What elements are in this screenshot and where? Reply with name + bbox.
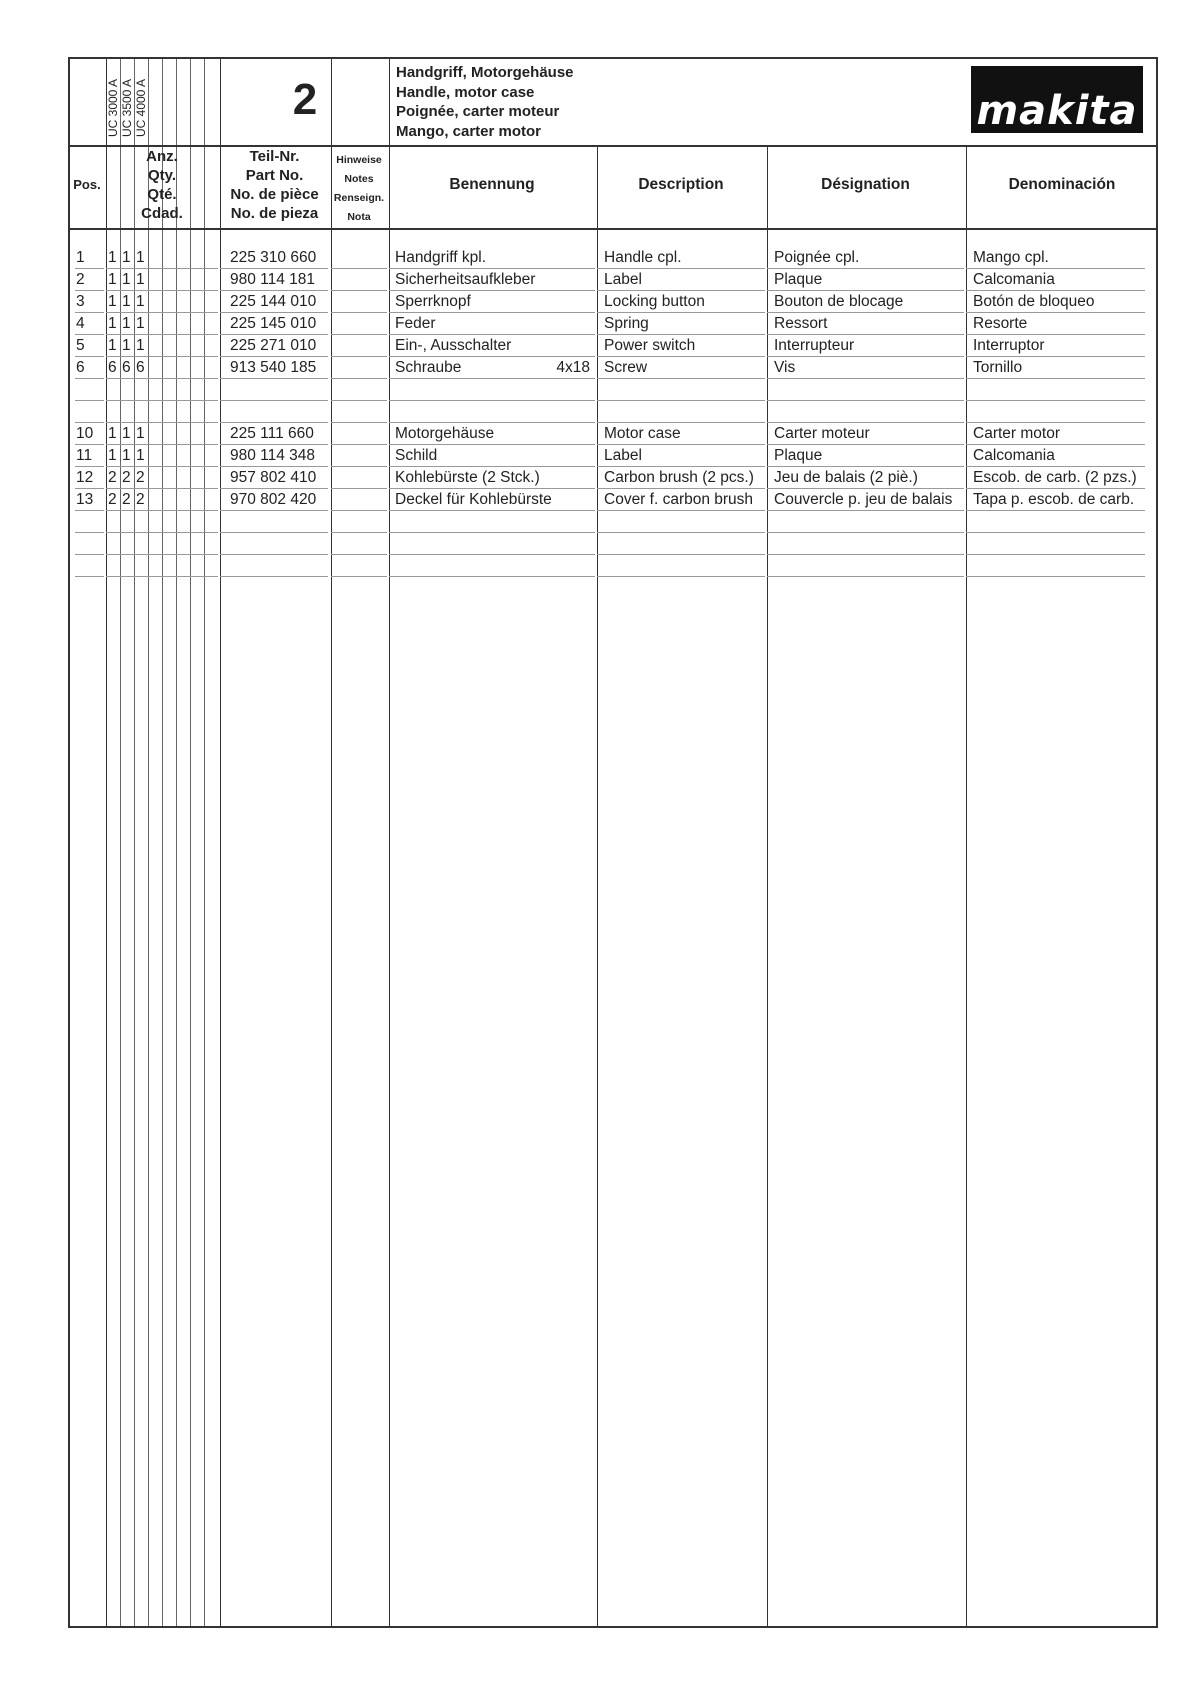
- header-description: Description: [638, 176, 724, 193]
- row-separator: [106, 356, 218, 357]
- row-separator: [966, 510, 1145, 511]
- row-separator: [220, 268, 328, 269]
- cell-qty-1: 1: [108, 249, 117, 266]
- row-separator: [106, 290, 218, 291]
- row-separator: [106, 532, 218, 533]
- cell-qty-1: 1: [108, 271, 117, 288]
- row-separator: [75, 290, 104, 291]
- row-separator: [966, 576, 1145, 577]
- row-separator: [767, 532, 964, 533]
- row-separator: [75, 422, 104, 423]
- cell-description: Screw: [604, 359, 648, 376]
- row-separator: [331, 466, 387, 467]
- row-separator: [389, 510, 595, 511]
- divider-en: [767, 145, 768, 1626]
- row-separator: [75, 334, 104, 335]
- cell-qty-3: 1: [136, 447, 145, 464]
- cell-qty-2: 1: [122, 337, 131, 354]
- cell-benennung: Deckel für Kohlebürste: [395, 491, 552, 508]
- cell-benennung: Motorgehäuse: [395, 425, 495, 442]
- cell-part-no: 980 114 348: [230, 447, 316, 464]
- row-separator: [331, 488, 387, 489]
- cell-qty-2: 6: [122, 359, 131, 376]
- row-separator: [220, 554, 328, 555]
- row-separator: [767, 444, 964, 445]
- row-separator: [597, 444, 765, 445]
- row-separator: [220, 378, 328, 379]
- row-separator: [220, 576, 328, 577]
- row-separator: [597, 510, 765, 511]
- header-part-es: No. de pieza: [230, 205, 319, 222]
- row-separator: [106, 576, 218, 577]
- row-separator: [106, 510, 218, 511]
- cell-qty-3: 1: [136, 425, 145, 442]
- cell-denominacion: Mango cpl.: [973, 249, 1049, 266]
- cell-part-no: 225 144 010: [230, 293, 317, 310]
- row-separator: [966, 444, 1145, 445]
- header-notes: [331, 151, 387, 227]
- row-separator: [767, 510, 964, 511]
- cell-qty-1: 1: [108, 293, 117, 310]
- divider-qty: [220, 59, 221, 1626]
- divider-part: [331, 59, 332, 1626]
- row-separator: [75, 510, 104, 511]
- row-separator: [220, 532, 328, 533]
- cell-description: Motor case: [604, 425, 681, 442]
- row-separator: [597, 576, 765, 577]
- cell-benennung: Schraube: [395, 359, 462, 376]
- row-separator: [220, 488, 328, 489]
- qty-subcol: [148, 59, 149, 1626]
- cell-description: Spring: [604, 315, 649, 332]
- title-fr: Poignée, carter moteur: [396, 103, 560, 120]
- row-separator: [331, 444, 387, 445]
- qty-subcol: [120, 59, 121, 1626]
- row-separator: [331, 422, 387, 423]
- row-separator: [597, 356, 765, 357]
- row-separator: [220, 510, 328, 511]
- row-separator: [220, 400, 328, 401]
- row-separator: [966, 268, 1145, 269]
- row-separator: [75, 532, 104, 533]
- cell-designation: Poignée cpl.: [774, 249, 860, 266]
- qty-subcol: [176, 59, 177, 1626]
- cell-part-no: 957 802 410: [230, 469, 317, 486]
- row-separator: [966, 312, 1145, 313]
- header-denominacion: Denominación: [1008, 176, 1116, 193]
- title-es: Mango, carter motor: [396, 122, 542, 140]
- row-separator: [389, 466, 595, 467]
- cell-qty-1: 1: [108, 315, 117, 332]
- cell-denominacion: Calcomania: [973, 447, 1055, 464]
- header-bottom-separator: [70, 228, 1156, 230]
- row-separator: [767, 290, 964, 291]
- row-separator: [106, 378, 218, 379]
- row-separator: [389, 312, 595, 313]
- header-qty-es: Cdad.: [141, 205, 183, 222]
- header-qty-fr: Qté.: [147, 186, 177, 203]
- cell-benennung: Ein-, Ausschalter: [395, 337, 512, 354]
- model-label: UC 4000 A: [134, 78, 148, 137]
- cell-qty-3: 1: [136, 293, 145, 310]
- cell-description: Locking button: [604, 293, 705, 310]
- row-separator: [331, 334, 387, 335]
- row-separator: [966, 334, 1145, 335]
- divider-fr: [966, 145, 967, 1626]
- row-separator: [331, 312, 387, 313]
- row-separator: [106, 334, 218, 335]
- qty-subcol: [162, 59, 163, 1626]
- header-pos: Pos.: [73, 177, 101, 192]
- cell-denominacion: Resorte: [973, 315, 1028, 332]
- cell-designation: Plaque: [774, 271, 823, 288]
- header-part-en: Part No.: [245, 167, 304, 184]
- row-separator: [767, 268, 964, 269]
- cell-qty-1: 2: [108, 469, 117, 486]
- row-separator: [597, 268, 765, 269]
- row-separator: [597, 290, 765, 291]
- cell-benennung: Feder: [395, 315, 436, 332]
- cell-benennung: Handgriff kpl.: [395, 249, 487, 266]
- cell-designation: Jeu de balais (2 piè.): [774, 469, 918, 486]
- header-benennung: Benennung: [449, 176, 535, 193]
- cell-pos: 10: [76, 425, 94, 442]
- divider-de: [597, 145, 598, 1626]
- row-separator: [767, 334, 964, 335]
- cell-qty-1: 1: [108, 337, 117, 354]
- divider-notes: [389, 59, 390, 1626]
- header-notes-en: Notes: [344, 173, 374, 185]
- header-notes-es: Nota: [347, 211, 371, 223]
- row-separator: [106, 268, 218, 269]
- row-separator: [767, 422, 964, 423]
- cell-pos: 5: [76, 337, 85, 354]
- row-separator: [75, 444, 104, 445]
- cell-pos: 4: [76, 315, 85, 332]
- cell-qty-3: 2: [136, 491, 145, 508]
- cell-description: Carbon brush (2 pcs.): [604, 469, 754, 486]
- cell-pos: 11: [76, 447, 93, 464]
- divider-pos: [106, 59, 107, 1626]
- row-separator: [220, 466, 328, 467]
- row-separator: [331, 356, 387, 357]
- title-en: Handle, motor case: [396, 83, 535, 101]
- cell-pos: 6: [76, 359, 85, 376]
- cell-qty-1: 2: [108, 491, 117, 508]
- model-label: UC 3000 A: [106, 78, 120, 137]
- cell-designation: Carter moteur: [774, 425, 870, 442]
- cell-designation: Vis: [774, 359, 796, 376]
- row-separator: [331, 532, 387, 533]
- cell-pos: 2: [76, 271, 85, 288]
- header-notes-fr: Renseign.: [333, 192, 385, 204]
- logo-text: makita: [976, 88, 1138, 134]
- row-separator: [106, 488, 218, 489]
- row-separator: [767, 378, 964, 379]
- row-separator: [966, 356, 1145, 357]
- row-separator: [75, 488, 104, 489]
- cell-qty-3: 6: [136, 359, 145, 376]
- cell-qty-2: 1: [122, 315, 131, 332]
- row-separator: [220, 356, 328, 357]
- row-separator: [331, 554, 387, 555]
- row-separator: [75, 268, 104, 269]
- row-separator: [331, 510, 387, 511]
- row-separator: [597, 422, 765, 423]
- cell-qty-2: 1: [122, 293, 131, 310]
- row-separator: [966, 554, 1145, 555]
- header-qty-de: Anz.: [146, 148, 178, 165]
- row-separator: [966, 422, 1145, 423]
- cell-description: Label: [604, 447, 642, 464]
- row-separator: [966, 290, 1145, 291]
- cell-denominacion: Tapa p. escob. de carb.: [973, 491, 1135, 508]
- row-separator: [331, 576, 387, 577]
- row-separator: [389, 268, 595, 269]
- row-separator: [331, 268, 387, 269]
- header-part-no: [220, 147, 329, 223]
- row-separator: [220, 290, 328, 291]
- row-separator: [389, 554, 595, 555]
- section-titles: [396, 63, 574, 141]
- row-separator: [389, 444, 595, 445]
- cell-pos: 12: [76, 469, 94, 486]
- row-separator: [75, 356, 104, 357]
- row-separator: [389, 378, 595, 379]
- cell-pos: 1: [76, 249, 85, 266]
- qty-subcol: [204, 59, 205, 1626]
- cell-denominacion: Carter motor: [973, 425, 1060, 442]
- row-separator: [389, 422, 595, 423]
- row-separator: [389, 576, 595, 577]
- row-separator: [597, 532, 765, 533]
- cell-size: 4x18: [556, 359, 590, 376]
- row-separator: [106, 400, 218, 401]
- header-notes-de: Hinweise: [336, 154, 382, 166]
- row-separator: [331, 400, 387, 401]
- model-label: UC 3500 A: [120, 78, 134, 137]
- cell-qty-1: 1: [108, 447, 117, 464]
- cell-designation: Couvercle p. jeu de balais: [774, 491, 953, 508]
- row-separator: [389, 334, 595, 335]
- cell-denominacion: Interruptor: [973, 337, 1045, 354]
- row-separator: [75, 576, 104, 577]
- cell-part-no: 970 802 420: [230, 491, 317, 508]
- row-separator: [106, 422, 218, 423]
- row-separator: [220, 422, 328, 423]
- row-separator: [767, 400, 964, 401]
- cell-benennung: Schild: [395, 447, 438, 464]
- header-part-de: Teil-Nr.: [249, 148, 300, 165]
- cell-qty-1: 1: [108, 425, 117, 442]
- cell-part-no: 980 114 181: [230, 271, 316, 288]
- cell-designation: Bouton de blocage: [774, 293, 904, 310]
- cell-designation: Plaque: [774, 447, 823, 464]
- cell-description: Cover f. carbon brush: [604, 491, 754, 508]
- row-separator: [767, 356, 964, 357]
- cell-benennung: Sicherheitsaufkleber: [395, 271, 536, 288]
- row-separator: [75, 378, 104, 379]
- cell-benennung: Sperrknopf: [395, 293, 471, 310]
- header-qty-en: Qty.: [147, 167, 177, 184]
- row-separator: [597, 554, 765, 555]
- cell-qty-2: 1: [122, 249, 131, 266]
- header-designation: Désignation: [821, 176, 910, 193]
- row-separator: [75, 466, 104, 467]
- row-separator: [75, 400, 104, 401]
- cell-denominacion: Calcomania: [973, 271, 1055, 288]
- cell-description: Label: [604, 271, 642, 288]
- row-separator: [966, 400, 1145, 401]
- row-separator: [389, 356, 595, 357]
- row-separator: [106, 466, 218, 467]
- row-separator: [767, 488, 964, 489]
- row-separator: [106, 554, 218, 555]
- cell-qty-3: 2: [136, 469, 145, 486]
- row-separator: [389, 488, 595, 489]
- row-separator: [389, 532, 595, 533]
- row-separator: [767, 554, 964, 555]
- header-qty: [106, 147, 218, 223]
- row-separator: [331, 290, 387, 291]
- cell-qty-2: 2: [122, 469, 131, 486]
- cell-part-no: 225 145 010: [230, 315, 317, 332]
- cell-pos: 13: [76, 491, 94, 508]
- row-separator: [597, 488, 765, 489]
- cell-denominacion: Tornillo: [973, 359, 1023, 376]
- row-separator: [75, 554, 104, 555]
- qty-subcol: [134, 59, 135, 1626]
- row-separator: [767, 466, 964, 467]
- cell-qty-2: 1: [122, 447, 131, 464]
- cell-qty-3: 1: [136, 271, 145, 288]
- row-separator: [389, 290, 595, 291]
- row-separator: [389, 400, 595, 401]
- row-separator: [966, 532, 1145, 533]
- cell-designation: Interrupteur: [774, 337, 855, 354]
- header-part-fr: No. de pièce: [230, 186, 319, 203]
- makita-logo: [971, 66, 1143, 133]
- cell-qty-3: 1: [136, 315, 145, 332]
- cell-benennung: Kohlebürste (2 Stck.): [395, 469, 540, 486]
- cell-denominacion: Botón de bloqueo: [973, 293, 1095, 310]
- row-separator: [966, 378, 1145, 379]
- row-separator: [106, 444, 218, 445]
- title-de: Handgriff, Motorgehäuse: [396, 64, 574, 81]
- row-separator: [767, 576, 964, 577]
- row-separator: [597, 334, 765, 335]
- row-separator: [220, 312, 328, 313]
- cell-qty-2: 1: [122, 271, 131, 288]
- cell-part-no: 225 310 660: [230, 249, 317, 266]
- row-separator: [966, 488, 1145, 489]
- row-separator: [597, 400, 765, 401]
- cell-description: Power switch: [604, 337, 696, 354]
- row-separator: [597, 378, 765, 379]
- figure-number: 2: [292, 75, 318, 124]
- cell-qty-3: 1: [136, 249, 145, 266]
- row-separator: [106, 312, 218, 313]
- cell-qty-1: 6: [108, 359, 117, 376]
- row-separator: [220, 444, 328, 445]
- cell-description: Handle cpl.: [604, 249, 682, 266]
- cell-part-no: 913 540 185: [230, 359, 317, 376]
- cell-designation: Ressort: [774, 315, 828, 332]
- row-separator: [331, 378, 387, 379]
- cell-qty-3: 1: [136, 337, 145, 354]
- cell-part-no: 225 111 660: [230, 425, 314, 442]
- row-separator: [966, 466, 1145, 467]
- cell-qty-2: 1: [122, 425, 131, 442]
- row-separator: [597, 466, 765, 467]
- row-separator: [767, 312, 964, 313]
- row-separator: [597, 312, 765, 313]
- cell-pos: 3: [76, 293, 85, 310]
- qty-subcol: [190, 59, 191, 1626]
- cell-denominacion: Escob. de carb. (2 pzs.): [973, 469, 1137, 486]
- row-separator: [220, 334, 328, 335]
- cell-part-no: 225 271 010: [230, 337, 317, 354]
- cell-qty-2: 2: [122, 491, 131, 508]
- row-separator: [75, 312, 104, 313]
